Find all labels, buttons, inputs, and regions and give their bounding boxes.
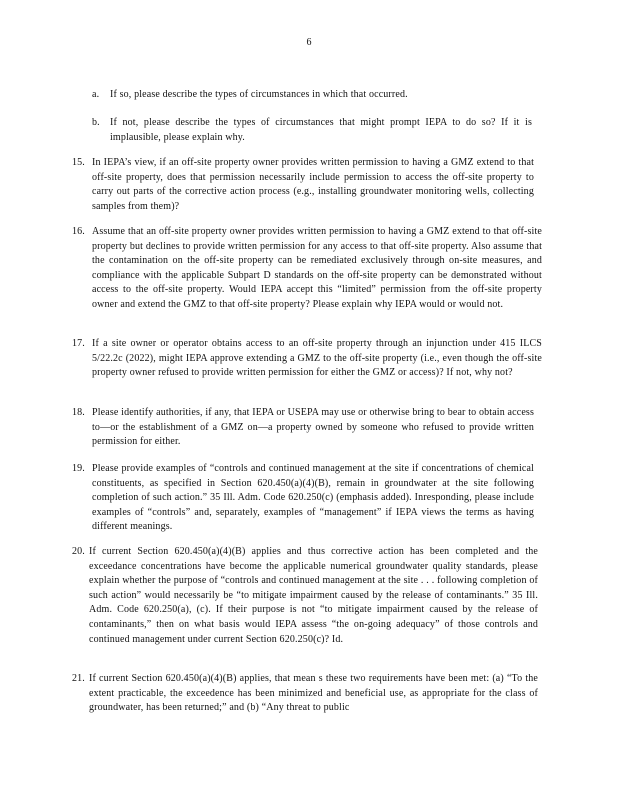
question-21 — [72, 672, 538, 716]
item-label: 19. — [72, 463, 85, 474]
item-text: Assume that an off-site property owner provides written permission to having a GMZ extend to that off-site property but declines to provide written permission for any access to that off-site property. Also assume that the contamination on the off-site property can be remediated exclusively through on-site measures, and compliance with the applicable Subpart D standards on the off-site property can be demonstrated without access to the off-site property. Would IEPA accept this “limited” permission from the off-site property owner and extend the GMZ to that off-site property? Please explain why IEPA would or would not. — [92, 226, 542, 310]
question-15 — [72, 156, 534, 214]
question-20 — [72, 545, 538, 647]
item-label: 21. — [72, 673, 85, 684]
item-text: Please provide examples of “controls and continued management at the site if concentrations of chemical constituents, as specified in Section 620.450(a)(4)(B), remain in groundwater at the site following completion of such action.” 35 Ill. Adm. Code 620.250(c) (emphasis added). Inresponding, please include examples of “controls” and, separately, examples of “management” if IEPA views the terms as having different meanings. — [92, 463, 534, 533]
question-14b — [92, 116, 532, 145]
question-18 — [72, 406, 534, 450]
item-label: 15. — [72, 157, 85, 168]
question-19 — [72, 462, 534, 535]
item-text: If so, please describe the types of circumstances in which that occurred. — [110, 89, 408, 100]
question-16 — [72, 225, 542, 313]
item-label: 18. — [72, 407, 85, 418]
question-17 — [72, 337, 542, 381]
item-text: If a site owner or operator obtains access to an off-site property through an injunction under 415 ILCS 5/22.2c (2022), might IEPA approve extending a GMZ to the off-site property (i.e., even though the off-site property owner refused to provide written permission for either the GMZ or access)? If not, why not? — [92, 338, 542, 379]
item-label: a. — [92, 89, 100, 100]
item-label: 17. — [72, 338, 85, 349]
page-number: 6 — [306, 37, 312, 48]
item-label: 20. — [72, 546, 85, 557]
item-text: In IEPA’s view, if an off-site property owner provides written permission to having a GMZ extend to that off-site property, does that permission necessarily include permission to access the off-site property to carry out parts of the corrective action process (e.g., installing groundwater monitoring wells, collecting samples from them)? — [92, 157, 534, 212]
item-text: If not, please describe the types of circumstances that might prompt IEPA to do so? If it is implausible, please explain why. — [110, 117, 532, 143]
item-label: b. — [92, 117, 100, 128]
item-text: If current Section 620.450(a)(4)(B) applies, that mean s these two requirements have been met: (a) “To the extent practicable, the exceedence has been minimized and beneficial use, as appropriate for the class of groundwater, has been returned;” and (b) “Any threat to public — [89, 673, 538, 714]
item-label: 16. — [72, 226, 85, 237]
question-14a — [92, 88, 440, 103]
item-text: Please identify authorities, if any, that IEPA or USEPA may use or otherwise bring to bear to obtain access to—or the establishment of a GMZ on—a property owned by someone who refused to provide written permission for either. — [92, 407, 534, 448]
item-text: If current Section 620.450(a)(4)(B) applies and thus corrective action has been completed and the exceedance concentrations have become the applicable numerical groundwater quality standards, please explain whether the purpose of “controls and continued management at the site . . . following completion of such action” would necessarily be “to mitigate impairment caused by the release of contaminants.” 35 Ill. Adm. Code 620.250(a), (c). If their purpose is not “to mitigate impairment caused by the release of contaminants,” then on what basis would IEPA assess “the on-going adequacy” of those controls and continued management under current Section 620.250(c)? Id. — [89, 546, 538, 645]
